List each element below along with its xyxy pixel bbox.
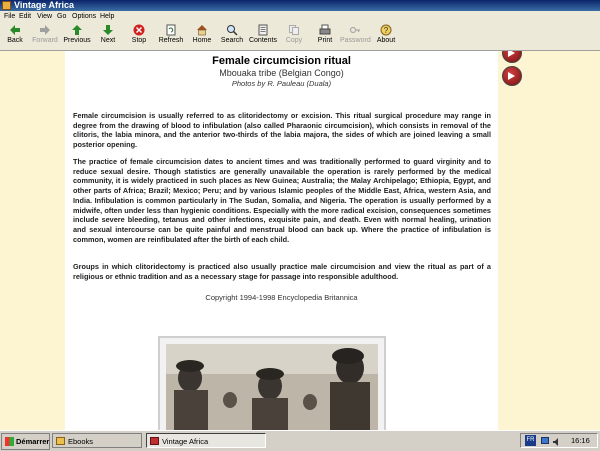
task-vintage-africa[interactable]: Vintage Africa — [146, 433, 266, 448]
photo-image — [160, 338, 384, 430]
contents-icon — [257, 24, 269, 36]
clock: 16:16 — [571, 436, 590, 445]
next-page-nav-button[interactable] — [502, 66, 522, 86]
title-bar — [0, 0, 600, 11]
app-icon — [2, 1, 11, 10]
about-icon — [380, 24, 392, 36]
arrow-down-icon — [102, 24, 114, 36]
contents-button[interactable]: Contents — [248, 23, 278, 49]
window-title: Vintage Africa — [14, 0, 75, 10]
article-paragraph-2: The practice of female circumcision dates to ancient times and was traditionally performed to guard virginity and to reduce sexual desire. Though statistics are generally unavailable the operation is rarely performed by the medical community, it is widely practiced in such places as New Guinea; Australia; the Malay Archipelago; Ethiopia, Egypt, and other parts of Africa; Brazil; Mexico; Peru; and by various Islamic peoples of the Middle East, Africa, western Asia, and India. Infibulation is common particularly in The Sudan, Somalia, and Nigeria. The operation is usually performed by a midwife, often under less than hygienic conditions. Especially with the more radical excision, consequences sometimes include severe bleeding, tetanus and other infections, exquisite pain, and death. Even with normal healing, urination and sexual intercourse can be quite painful and menstrual blood can back up. Where the practice of infibulation is common, women are reinfibulated after the birth of each child. — [73, 157, 491, 244]
start-button[interactable]: Démarrer — [1, 433, 50, 450]
copy-button[interactable]: Copy — [279, 23, 309, 49]
search-button[interactable]: Search — [217, 23, 247, 49]
password-icon — [349, 24, 361, 36]
previous-button[interactable]: Previous — [62, 23, 92, 49]
next-button[interactable]: Next — [93, 23, 123, 49]
stop-icon — [133, 24, 145, 36]
article-subtitle: Mbouaka tribe (Belgian Congo) — [219, 68, 344, 78]
arrow-right-icon — [508, 72, 515, 80]
menu-help[interactable]: Help — [100, 13, 115, 20]
task-ebooks[interactable]: Ebooks — [52, 433, 142, 448]
article-paragraph-3: Groups in which clitoridectomy is practiced also usually practice male circumcision and view the ritual as part of a religious or ethnic tradition and as a necessary stage for passage into responsible adulthood. — [73, 262, 491, 281]
menu-view[interactable]: View — [37, 13, 53, 20]
print-button[interactable]: Print — [310, 23, 340, 49]
back-button[interactable]: Back — [0, 23, 30, 49]
language-indicator[interactable]: FR — [525, 435, 536, 446]
network-icon[interactable] — [541, 437, 549, 444]
svg-text:?: ? — [383, 26, 389, 35]
scroll-up-nav-button[interactable] — [502, 51, 522, 63]
article-title: Female circumcision ritual — [212, 55, 351, 67]
about-button[interactable]: ? About — [376, 26, 396, 44]
menu-go[interactable]: Go — [57, 13, 67, 20]
arrow-right-icon — [508, 51, 515, 57]
menu-options[interactable]: Options — [72, 13, 97, 20]
stop-button[interactable]: Stop — [124, 23, 154, 49]
copyright-notice: Copyright 1994-1998 Encyclopedia Britannica — [205, 293, 358, 302]
article-paragraph-1: Female circumcision is usually referred to as clitoridectomy or excision. This ritual surgical procedure may range in degree from the drawing of blood to infibulation (also called Pharaonic circumcision), which consists in removal of the clitoris, the labia minora, and the anterior two-thirds of the labia majora, the sides of which are joined leaving a small posterior opening. — [73, 111, 491, 150]
refresh-icon — [165, 24, 177, 36]
home-icon — [196, 24, 208, 36]
windows-logo-icon — [5, 437, 14, 446]
refresh-button[interactable]: Refresh — [156, 23, 186, 49]
system-tray — [520, 433, 598, 448]
toolbar — [0, 22, 600, 51]
folder-icon — [56, 437, 65, 445]
ritual-photo — [158, 336, 386, 430]
taskbar — [0, 430, 600, 451]
book-icon — [150, 437, 159, 445]
forward-button[interactable]: Forward — [30, 23, 60, 49]
copy-icon — [288, 24, 300, 36]
arrow-up-icon — [71, 24, 83, 36]
article-page — [65, 51, 498, 430]
arrow-right-icon — [39, 24, 51, 36]
menu-file[interactable]: File — [4, 13, 16, 20]
menu-bar — [0, 11, 600, 22]
print-icon — [319, 24, 331, 36]
content-area — [0, 51, 600, 430]
password-button[interactable]: Password — [340, 23, 370, 49]
arrow-left-icon — [9, 24, 21, 36]
home-button[interactable]: Home — [187, 23, 217, 49]
search-icon — [226, 24, 238, 36]
article-credit: Photos by R. Pauleau (Duala) — [231, 79, 332, 88]
menu-edit[interactable]: Edit — [19, 13, 32, 20]
volume-icon[interactable] — [553, 437, 561, 445]
